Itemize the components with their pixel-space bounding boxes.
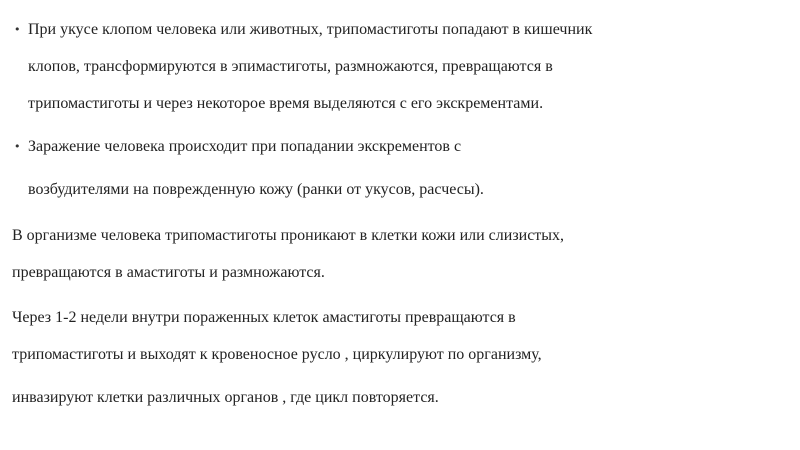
paragraph1-line1: В организме человека трипомастиготы проникают в клетки кожи или слизистых, <box>12 227 565 244</box>
paragraph1-line2: превращаются в амастиготы и размножаются. <box>12 264 325 281</box>
paragraph2-line2: трипомастиготы и выходят к кровеносное русло , циркулируют по организму, <box>12 346 542 363</box>
bullet-marker: • <box>14 140 21 153</box>
paragraph2-line3: инвазируют клетки различных органов , где цикл повторяется. <box>12 389 439 406</box>
bullet1-line2: клопов, трансформируются в эпимастиготы, размножаются, превращаются в <box>28 58 553 75</box>
bullet2-line1: Заражение человека происходит при попадании экскрементов с <box>28 138 462 155</box>
bullet1-line3: трипомастиготы и через некоторое время выделяются с его экскрементами. <box>28 95 544 112</box>
paragraph2-line1: Через 1-2 недели внутри пораженных клеток амастиготы превращаются в <box>12 309 516 326</box>
bullet2-line2: возбудителями на поврежденную кожу (ранки от укусов, расчесы). <box>28 181 484 198</box>
bullet1-line1: При укусе клопом человека или животных, трипомастиготы попадают в кишечник <box>28 21 593 38</box>
bullet-marker: • <box>14 23 21 36</box>
